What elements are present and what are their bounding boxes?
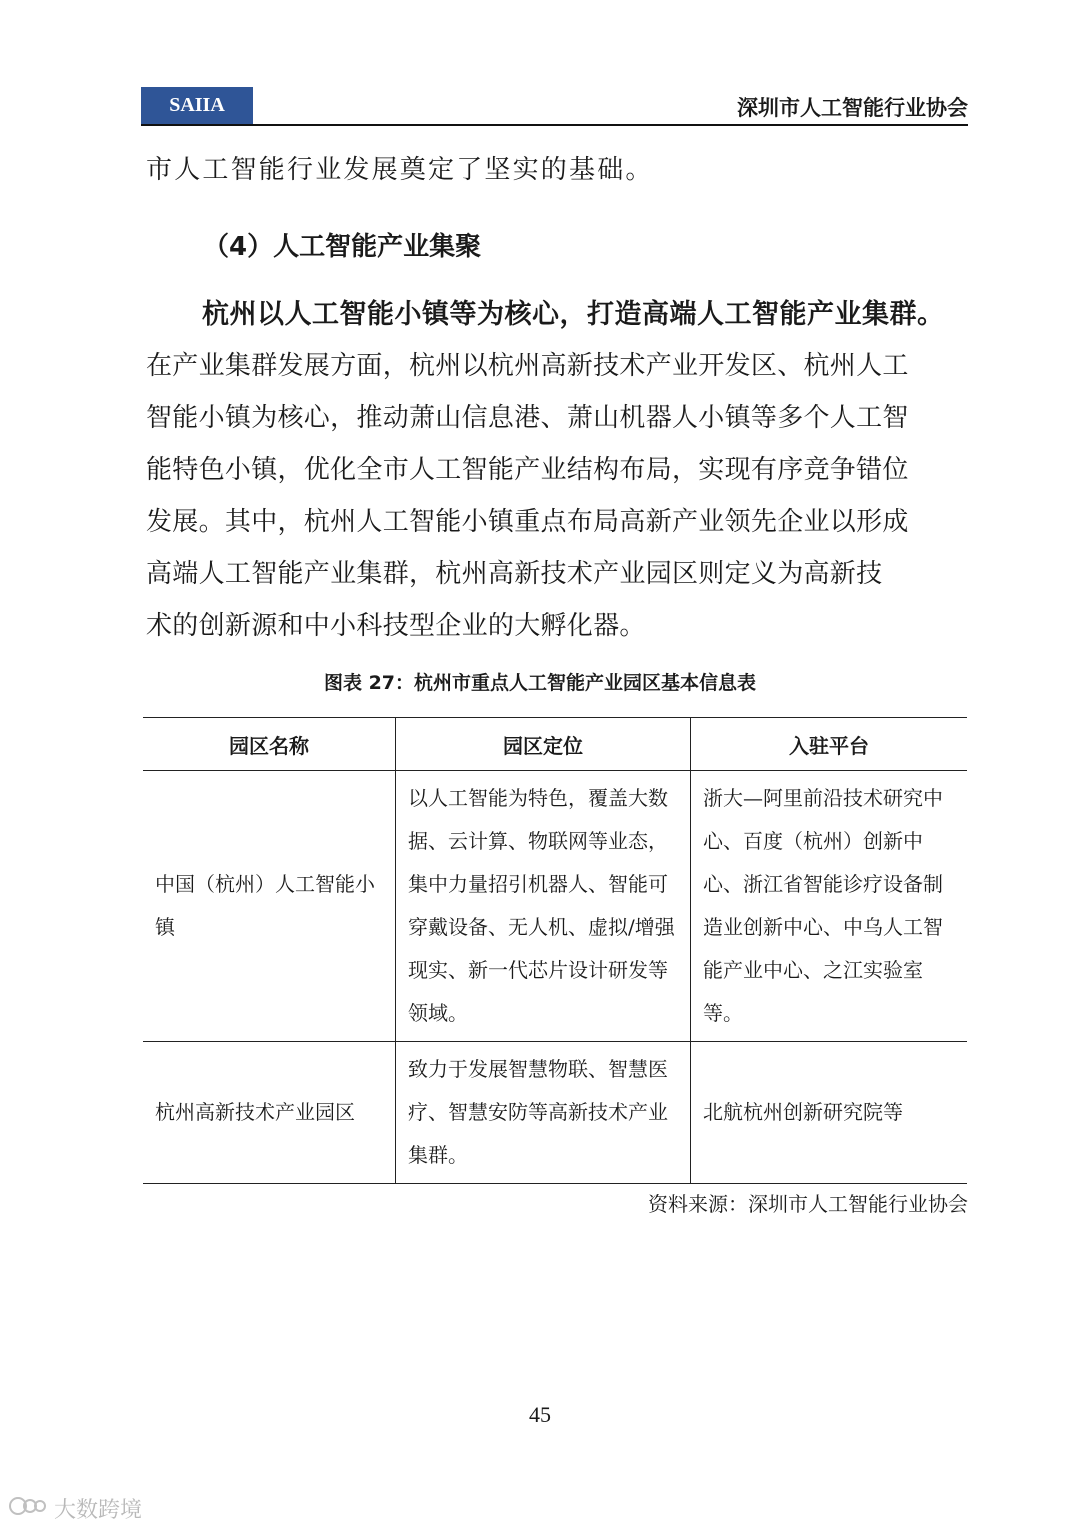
table-header-row bbox=[143, 718, 967, 771]
watermark bbox=[8, 1493, 142, 1524]
continuation-line: 市人工智能行业发展奠定了坚实的基础。 bbox=[146, 155, 654, 185]
lead-sentence: 杭州以人工智能小镇等为核心，打造高端人工智能产业集群。 bbox=[202, 299, 945, 330]
park-positioning-cell: 以人工智能为特色，覆盖大数据、云计算、物联网等业态，集中力量招引机器人、智能可穿戴设备、无人机、虚拟/增强现实、新一代芯片设计研发等领域。 bbox=[396, 771, 691, 1042]
column-header: 园区名称 bbox=[143, 718, 396, 771]
logo-icon bbox=[8, 1495, 48, 1523]
header-divider bbox=[141, 124, 968, 126]
watermark-text: 大数跨境 bbox=[54, 1498, 143, 1523]
page-number: 45 bbox=[529, 1402, 551, 1427]
body-paragraph bbox=[146, 290, 968, 652]
figure-title: 图表 27：杭州市重点人工智能产业园区基本信息表 bbox=[323, 672, 757, 694]
column-header: 入驻平台 bbox=[691, 718, 968, 771]
park-name-cell: 杭州高新技术产业园区 bbox=[143, 1042, 396, 1184]
body-line: 在产业集群发展方面，杭州以杭州高新技术产业开发区、杭州人工 bbox=[146, 351, 909, 381]
park-info-table bbox=[143, 717, 967, 1184]
source-note: 资料来源：深圳市人工智能行业协会 bbox=[648, 1192, 968, 1216]
header-org-name: 深圳市人工智能行业协会 bbox=[737, 96, 968, 120]
column-header: 园区定位 bbox=[396, 718, 691, 771]
table-row bbox=[143, 771, 967, 1042]
body-line: 术的创新源和中小科技型企业的大孵化器。 bbox=[146, 611, 646, 641]
park-platforms-cell: 北航杭州创新研究院等 bbox=[691, 1042, 968, 1184]
body-line: 智能小镇为核心，推动萧山信息港、萧山机器人小镇等多个人工智 bbox=[146, 403, 909, 433]
park-positioning-cell: 致力于发展智慧物联、智慧医疗、智慧安防等高新技术产业集群。 bbox=[396, 1042, 691, 1184]
park-platforms-cell: 浙大—阿里前沿技术研究中心、百度（杭州）创新中心、浙江省智能诊疗设备制造业创新中心、中乌人工智能产业中心、之江实验室等。 bbox=[691, 771, 968, 1042]
table-row bbox=[143, 1042, 967, 1184]
park-name-cell: 中国（杭州）人工智能小镇 bbox=[143, 771, 396, 1042]
body-line: 高端人工智能产业集群，杭州高新技术产业园区则定义为高新技 bbox=[146, 559, 883, 589]
header-badge: SAIIA bbox=[141, 87, 253, 124]
body-line: 发展。其中，杭州人工智能小镇重点布局高新产业领先企业以形成 bbox=[146, 507, 909, 537]
section-heading: （4）人工智能产业集聚 bbox=[203, 232, 482, 262]
body-line: 能特色小镇，优化全市人工智能产业结构布局，实现有序竞争错位 bbox=[146, 455, 909, 485]
